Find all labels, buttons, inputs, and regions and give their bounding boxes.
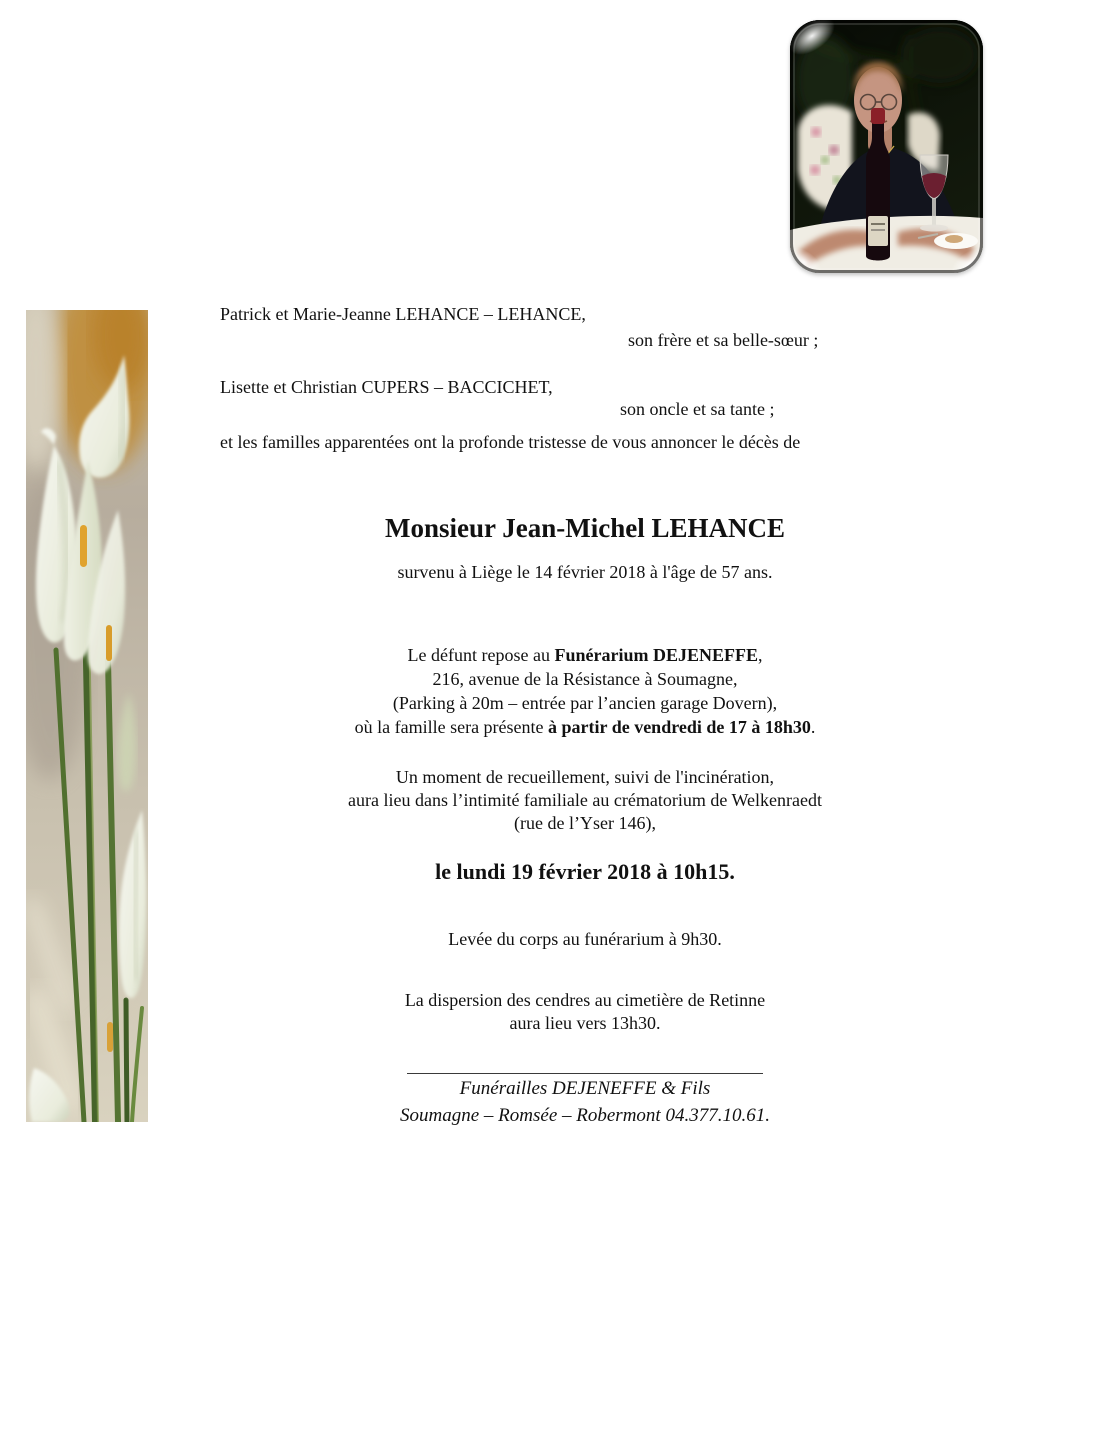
relation-line-2: son oncle et sa tante ; [620,399,775,419]
repose-paragraph [220,643,950,739]
ceremony-line-1: Un moment de recueillement, suivi de l'incinération, [395,767,775,787]
ceremony-line-3: (rue de l’Yser 146), [514,813,656,833]
funeral-home-locations: Soumagne – Romsée – Robermont 04.377.10.61. [400,1105,770,1126]
food [945,235,963,243]
footer-separator [407,1073,763,1074]
ceremony-date: le lundi 19 février 2018 à 10h15. [435,859,735,884]
repose-line-4 [220,715,950,739]
family-line-2: Lisette et Christian CUPERS – BACCICHET, [220,377,553,397]
portrait-photo-art [790,20,983,273]
repose-line-4-suffix: . [810,717,816,737]
death-details: survenu à Liège le 14 février 2018 à l'âge de 57 ans. [397,562,773,582]
dispersion-line-2: aura lieu vers 13h30. [509,1013,661,1033]
visit-hours: à partir de vendredi de 17 à 18h30 [548,717,811,737]
repose-line-4-prefix: où la famille sera présente [354,717,549,737]
portrait-photo [790,20,983,273]
repose-line-1-prefix: Le défunt repose au [407,645,555,665]
family-line-1: Patrick et Marie-Jeanne LEHANCE – LEHANCE, [220,304,586,324]
relation-line-1: son frère et sa belle-sœur ; [628,330,819,350]
repose-line-1 [220,643,950,667]
calla-lilies-painting [26,310,148,1122]
dispersion-paragraph [220,989,950,1035]
funerarium-name: Funérarium DEJENEFFE [554,645,758,665]
calla-lilies-art [26,310,148,1122]
ceremony-line-2: aura lieu dans l’intimité familiale au crématorium de Welkenraedt [347,790,823,810]
deceased-name-title: Monsieur Jean-Michel LEHANCE [385,513,785,543]
repose-line-3: (Parking à 20m – entrée par l’ancien garage Dovern), [392,693,778,713]
funeral-home-name: Funérailles DEJENEFFE & Fils [459,1078,711,1099]
repose-line-2: 216, avenue de la Résistance à Soumagne, [432,669,738,689]
intro-line: et les familles apparentées ont la profonde tristesse de vous annoncer le décès de [220,432,801,452]
dispersion-line-1: La dispersion des cendres au cimetière de Retinne [404,990,766,1010]
ceremony-paragraph [220,766,950,835]
levee-line: Levée du corps au funérarium à 9h30. [448,929,722,949]
repose-line-1-suffix: , [757,645,763,665]
